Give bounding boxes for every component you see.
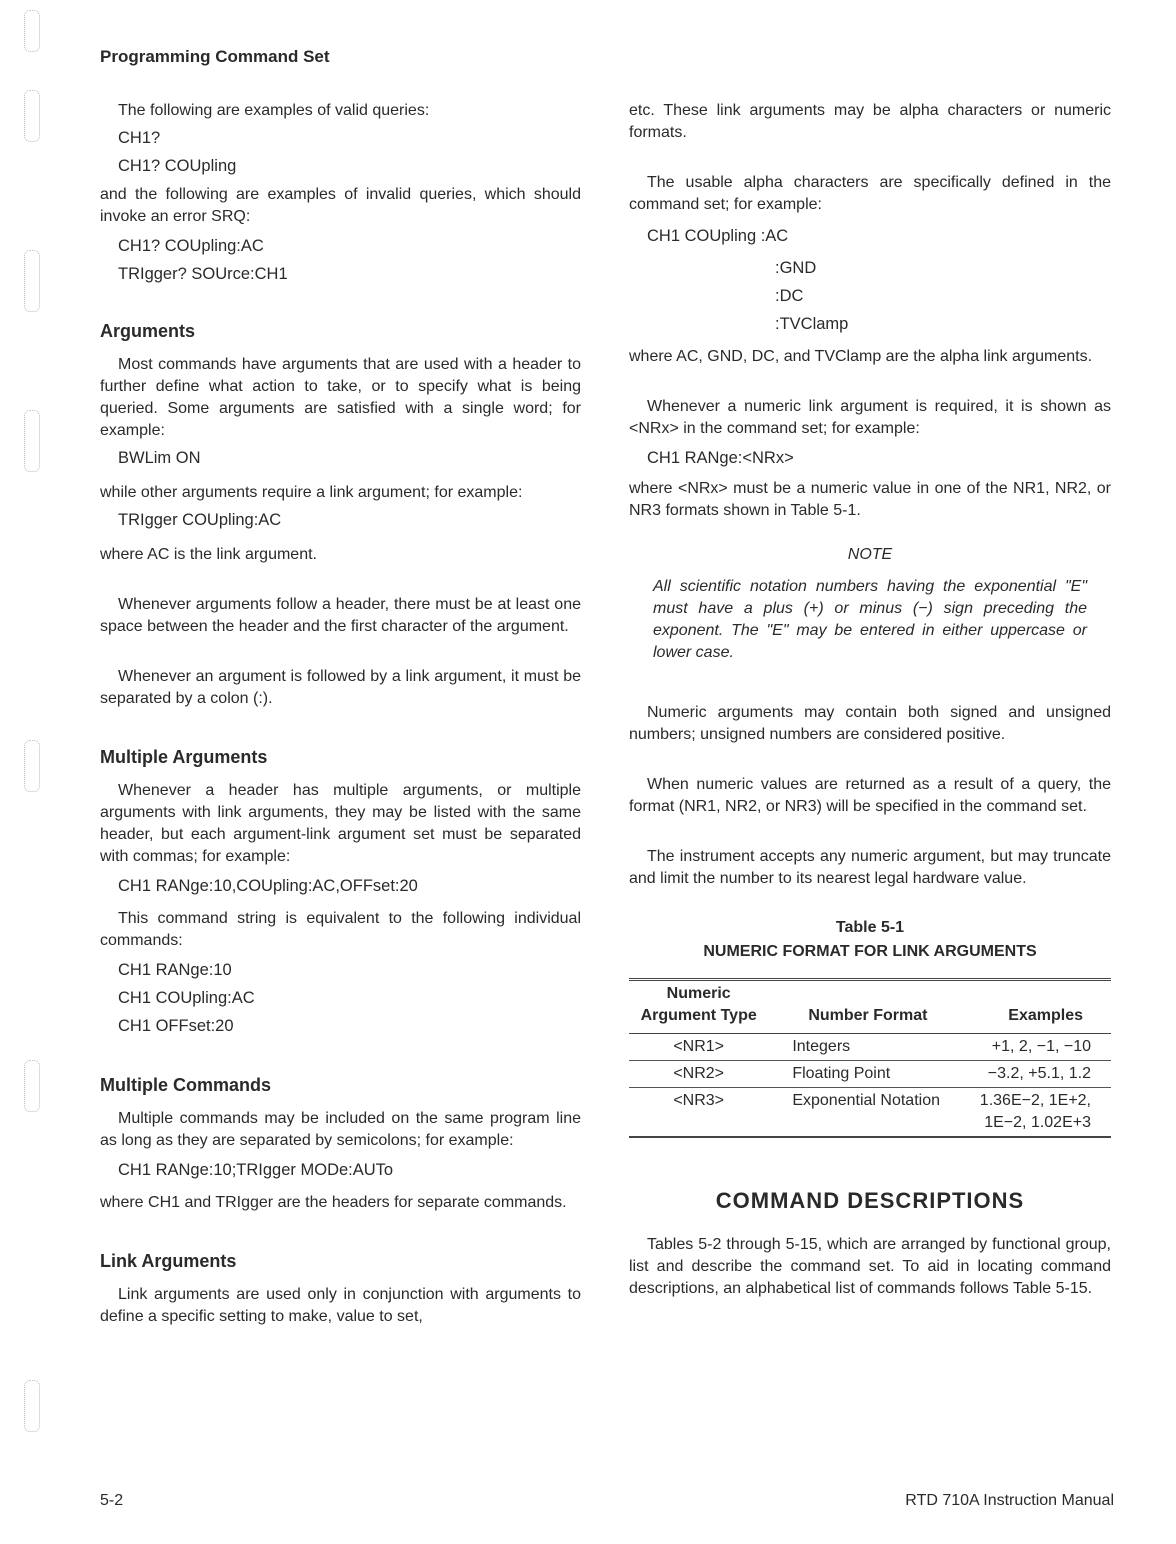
table-cell: −3.2, +5.1, 1.2 [946, 1061, 1111, 1088]
paragraph: Link arguments are used only in conjunction with arguments to define a specific setting to make, value to set, [100, 1286, 581, 1325]
paragraph: Whenever arguments follow a header, there must be at least one space between the header and the first character of the argument. [100, 596, 581, 635]
table-row [629, 1061, 1111, 1088]
code-example: CH1 COUpling:AC [118, 989, 255, 1007]
left-column [100, 100, 581, 1328]
section-title-command-descriptions: COMMAND DESCRIPTIONS [715, 1188, 1025, 1213]
code-example: CH1 RANge:10,COUpling:AC,OFFset:20 [118, 877, 418, 895]
table-row [629, 1034, 1111, 1061]
paragraph: where CH1 and TRIgger are the headers for separate commands. [100, 1194, 567, 1211]
code-example: CH1 OFFset:20 [118, 1017, 234, 1035]
right-column [629, 100, 1111, 1300]
paragraph: etc. These link arguments may be alpha characters or numeric formats. [629, 102, 1111, 141]
code-example: CH1? COUpling [118, 157, 237, 175]
paragraph: Whenever an argument is followed by a link argument, it must be separated by a colon (:). [100, 668, 581, 707]
numeric-format-table [629, 978, 1111, 1138]
manual-title: RTD 710A Instruction Manual [905, 1492, 1114, 1509]
paragraph: The usable alpha characters are specifically defined in the command set; for example: [629, 174, 1111, 213]
binder-mark [24, 740, 40, 792]
table-cell: Exponential Notation [768, 1088, 946, 1138]
table-cell: +1, 2, −1, −10 [946, 1034, 1111, 1061]
code-example: CH1 RANge:10 [118, 961, 232, 979]
column-header: Examples [946, 980, 1111, 1034]
paragraph: where AC, GND, DC, and TVClamp are the alpha link arguments. [629, 348, 1093, 365]
paragraph: Tables 5-2 through 5-15, which are arranged by functional group, list and describe the command set. To aid in locating command descriptions, an alphabetical list of commands follows Table 5-15. [629, 1236, 1111, 1297]
table-cell: <NR3> [629, 1088, 768, 1138]
paragraph: Whenever a numeric link argument is required, it is shown as <NRx> in the command set; for example: [629, 398, 1111, 437]
paragraph: When numeric values are returned as a result of a query, the format (NR1, NR2, or NR3) will be specified in the command set. [629, 776, 1111, 815]
code-example: :TVClamp [775, 315, 849, 333]
page-number: 5-2 [100, 1492, 124, 1509]
paragraph: where <NRx> must be a numeric value in one of the NR1, NR2, or NR3 formats shown in Table 5-1. [629, 480, 1111, 519]
code-example: :GND [775, 259, 817, 277]
column-header: Numeric Argument Type [629, 980, 768, 1034]
binder-mark [24, 410, 40, 472]
section-heading-arguments: Arguments [100, 321, 196, 341]
table-row [629, 1088, 1111, 1138]
column-header: Number Format [768, 980, 946, 1034]
paragraph: This command string is equivalent to the following individual commands: [100, 910, 581, 949]
table-cell: <NR2> [629, 1061, 768, 1088]
binder-mark [24, 250, 40, 312]
paragraph: The instrument accepts any numeric argument, but may truncate and limit the number to its nearest legal hardware value. [629, 848, 1111, 887]
table-cell: Floating Point [768, 1061, 946, 1088]
paragraph: Multiple commands may be included on the same program line as long as they are separated by semicolons; for example: [100, 1110, 581, 1149]
table-cell: 1.36E−2, 1E+2, 1E−2, 1.02E+3 [946, 1088, 1111, 1138]
binder-mark [24, 1380, 40, 1432]
table-title: NUMERIC FORMAT FOR LINK ARGUMENTS [703, 943, 1037, 960]
section-heading-multiple-arguments: Multiple Arguments [100, 747, 268, 767]
section-heading-link-arguments: Link Arguments [100, 1251, 237, 1271]
paragraph: Whenever a header has multiple arguments, or multiple arguments with link arguments, they may be listed with the same header, but each argument-link argument set must be separated with commas; for example: [100, 782, 581, 865]
binder-mark [24, 90, 40, 142]
paragraph: and the following are examples of invalid queries, which should invoke an error SRQ: [100, 186, 581, 225]
paragraph: The following are examples of valid queries: [118, 102, 430, 119]
table-5-1 [629, 916, 1111, 1138]
section-heading-multiple-commands: Multiple Commands [100, 1075, 272, 1095]
paragraph: where AC is the link argument. [100, 546, 317, 563]
code-example: CH1? [118, 129, 161, 147]
code-example: TRIgger COUpling:AC [118, 511, 282, 529]
paragraph: Most commands have arguments that are used with a header to further define what action to take, or to specify what is being queried. Some arguments are satisfied with a single word; for example: [100, 356, 581, 439]
code-example: CH1 RANge:<NRx> [647, 449, 794, 467]
code-example: BWLim ON [118, 449, 201, 467]
paragraph: while other arguments require a link argument; for example: [100, 484, 523, 501]
paragraph: Numeric arguments may contain both signed and unsigned numbers; unsigned numbers are considered positive. [629, 704, 1111, 743]
code-example: CH1 COUpling :AC [647, 227, 789, 245]
table-cell: <NR1> [629, 1034, 768, 1061]
page-header: Programming Command Set [100, 47, 330, 66]
binder-mark [24, 10, 40, 52]
note-title: NOTE [847, 546, 893, 563]
code-example: :DC [775, 287, 804, 305]
table-cell: Integers [768, 1034, 946, 1061]
code-example: CH1 RANge:10;TRIgger MODe:AUTo [118, 1161, 394, 1179]
table-label: Table 5-1 [835, 919, 905, 936]
code-example: TRIgger? SOUrce:CH1 [118, 265, 288, 283]
code-example: CH1? COUpling:AC [118, 237, 264, 255]
binder-mark [24, 1060, 40, 1112]
note-body: All scientific notation numbers having the exponential "E" must have a plus (+) or minus (−) sign preceding the exponent. The "E" may be entered in either uppercase or lower case. [653, 578, 1087, 661]
table-header-row [629, 980, 1111, 1034]
